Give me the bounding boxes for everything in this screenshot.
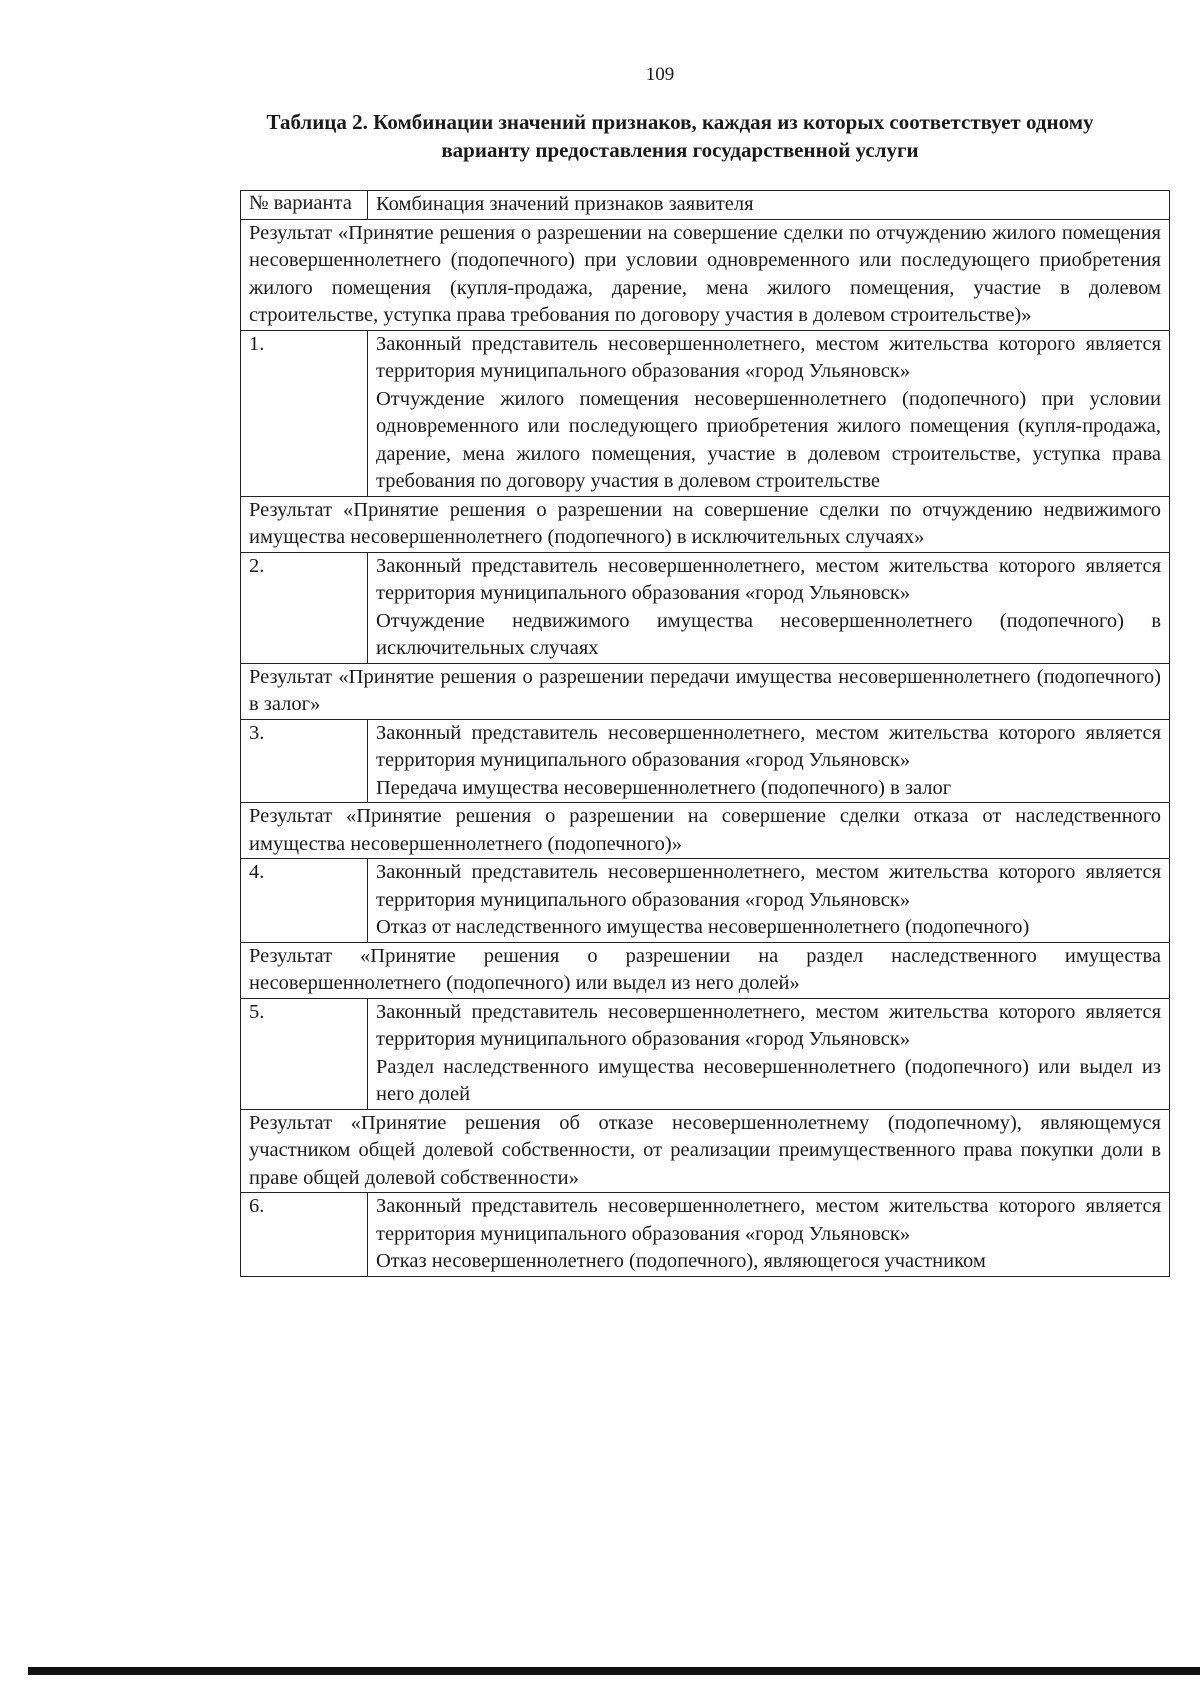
combination-cell (368, 552, 1170, 663)
result-text: Результат «Принятие решения о разрешении на раздел наследственного имущества несовершеннолетнего (подопечного) или выдел из него долей» (241, 942, 1170, 998)
variant-row (241, 859, 1170, 943)
variant-number: 1. (241, 330, 368, 496)
page-number: 109 (645, 64, 675, 85)
applicant-text: Законный представитель несовершеннолетнего, местом жительства которого является территория муниципального образования «город Ульяновск» (376, 554, 1161, 604)
variant-row (241, 330, 1170, 496)
action-text: Раздел наследственного имущества несовершеннолетнего (подопечного) или выдел из него долей (376, 1055, 1161, 1105)
result-text: Результат «Принятие решения о разрешении на совершение сделки по отчуждению недвижимого имущества несовершеннолетнего (подопечного) в исключительных случаях» (241, 496, 1170, 552)
variant-number: 4. (241, 859, 368, 943)
combination-cell (368, 998, 1170, 1109)
variant-number: 2. (241, 552, 368, 663)
action-text: Отказ несовершеннолетнего (подопечного), являющегося участником (376, 1250, 986, 1272)
result-row (241, 1109, 1170, 1193)
variant-number: 3. (241, 719, 368, 803)
combination-cell (368, 719, 1170, 803)
result-text: Результат «Принятие решения о разрешении на совершение сделки отказа от наследственного имущества несовершеннолетнего (подопечного)» (241, 803, 1170, 859)
variant-row (241, 1193, 1170, 1277)
combination-cell (368, 1193, 1170, 1277)
action-text: Отчуждение недвижимого имущества несовершеннолетнего (подопечного) в исключительных случаях (376, 609, 1161, 659)
table-title-line-2: варианту предоставления государственной услуги (441, 138, 919, 162)
variant-number: 5. (241, 998, 368, 1109)
table-title (180, 108, 1180, 164)
scan-edge-bar (28, 1667, 1200, 1675)
result-row (241, 803, 1170, 859)
variant-row (241, 719, 1170, 803)
variants-table (240, 190, 1170, 1277)
applicant-text: Законный представитель несовершеннолетнего, местом жительства которого является территория муниципального образования «город Ульяновск» (376, 721, 1161, 771)
result-row (241, 219, 1170, 330)
result-row (241, 496, 1170, 552)
result-text: Результат «Принятие решения об отказе несовершеннолетнему (подопечному), являющемуся участником общей долевой собственности, от реализации преимущественного права покупки доли в праве общей долевой собственности» (241, 1109, 1170, 1193)
result-text: Результат «Принятие решения о разрешении передачи имущества несовершеннолетнего (подопечного) в залог» (241, 663, 1170, 719)
applicant-text: Законный представитель несовершеннолетнего, местом жительства которого является территория муниципального образования «город Ульяновск» (376, 1000, 1161, 1050)
combination-cell (368, 330, 1170, 496)
applicant-text: Законный представитель несовершеннолетнего, местом жительства которого является территория муниципального образования «город Ульяновск» (376, 1195, 1161, 1245)
variant-row (241, 998, 1170, 1109)
result-text: Результат «Принятие решения о разрешении на совершение сделки по отчуждению жилого помещения несовершеннолетнего (подопечного) при условии одновременного или последующего приобретения жилого помещения (купля-продажа, дарение, мена жилого помещения, участие в долевом строительстве, уступка права требования по договору участия в долевом строительстве)» (241, 219, 1170, 330)
action-text: Отказ от наследственного имущества несовершеннолетнего (подопечного) (376, 916, 1030, 938)
result-row (241, 663, 1170, 719)
header-combination: Комбинация значений признаков заявителя (368, 191, 1170, 220)
action-text: Передача имущества несовершеннолетнего (подопечного) в залог (376, 776, 952, 799)
variant-number: 6. (241, 1193, 368, 1277)
table-header-row (241, 191, 1170, 220)
action-text: Отчуждение жилого помещения несовершеннолетнего (подопечного) при условии одновременного или последующего приобретения жилого помещения (купля-продажа, дарение, мена жилого помещения, участие в долевом строительстве, уступка права требования по договору участия в долевом строительстве (376, 387, 1161, 492)
applicant-text: Законный представитель несовершеннолетнего, местом жительства которого является территория муниципального образования «город Ульяновск» (376, 861, 1161, 911)
table-title-line-1: Таблица 2. Комбинации значений признаков, каждая из которых соответствует одному (266, 110, 1094, 134)
applicant-text: Законный представитель несовершеннолетнего, местом жительства которого является территория муниципального образования «город Ульяновск» (376, 332, 1161, 382)
result-row (241, 942, 1170, 998)
header-variant-number: № варианта (241, 191, 368, 220)
combination-cell (368, 859, 1170, 943)
variant-row (241, 552, 1170, 663)
